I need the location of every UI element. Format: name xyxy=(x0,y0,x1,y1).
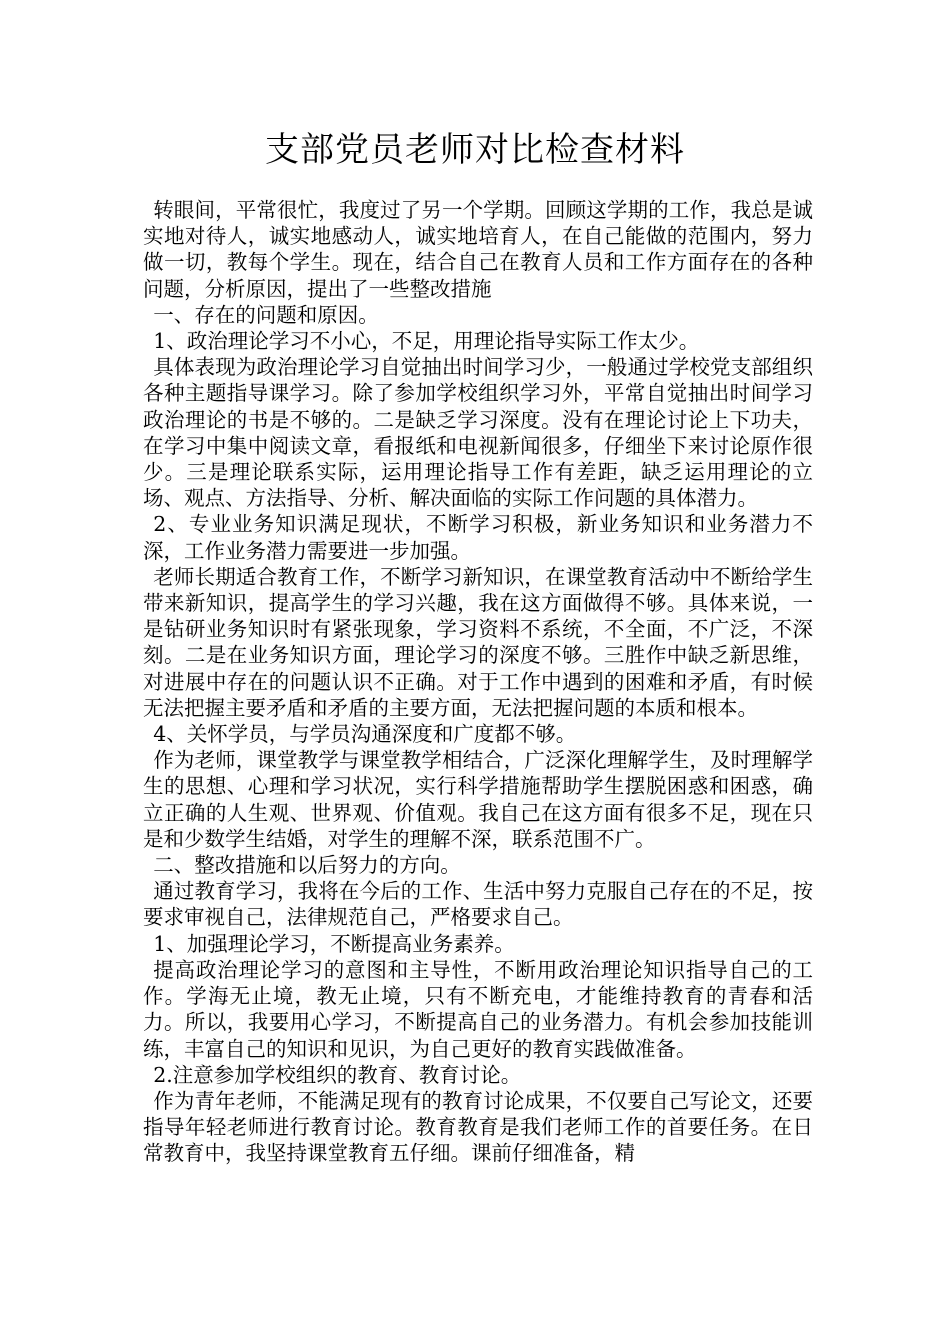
paragraph-teaching-research: 作为青年老师，不能满足现有的教育讨论成果，不仅要自己写论文，还要指导年轻老师进行教育讨论。教育教育是我们老师工作的首要任务。在日常教育中，我坚持课堂教育五仔细。课前仔细准备，精 xyxy=(143,1088,813,1166)
section-heading-measures: 二、整改措施和以后努力的方向。 xyxy=(153,853,461,878)
subheading-theory-study: 1、政治理论学习不小心，不足，用理论指导实际工作太少。 xyxy=(153,329,700,354)
section-heading-problems: 一、存在的问题和原因。 xyxy=(153,302,379,327)
subheading-teaching-research: 2.注意参加学校组织的教育、教育讨论。 xyxy=(153,1062,522,1087)
paragraph-theory-study: 具体表现为政治理论学习自觉抽出时间学习少，一般通过学校党支部组织各种主题指导课学习。除了参加学校组织学习外，平常自觉抽出时间学习政治理论的书是不够的。二是缺乏学习深度。没有在理论讨论上下功夫，在学习中集中阅读文章，看报纸和电视新闻很多，仔细坐下来讨论原作很少。三是理论联系实际，运用理论指导工作有差距，缺乏运用理论的立场、观点、方法指导、分析、解决面临的实际工作问题的具体潜力。 xyxy=(143,355,813,511)
paragraph-measures-intro: 通过教育学习，我将在今后的工作、生活中努力克服自己存在的不足，按要求审视自己，法律规范自己，严格要求自己。 xyxy=(143,879,813,930)
paragraph-intro: 转眼间，平常很忙，我度过了另一个学期。回顾这学期的工作，我总是诚实地对待人，诚实地感动人，诚实地培育人，在自己能做的范围内，努力做一切，教每个学生。现在，结合自己在教育人员和工作方面存在的各种问题，分析原因，提出了一些整改措施 xyxy=(143,198,813,301)
paragraph-professional-knowledge: 老师长期适合教育工作，不断学习新知识，在课堂教育活动中不断给学生带来新知识，提高学生的学习兴趣，我在这方面做得不够。具体来说，一是钻研业务知识时有紧张现象，学习资料不系统，不全面，不广泛，不深刻。二是在业务知识方面，理论学习的深度不够。三胜作中缺乏新思维，对进展中存在的问题认识不正确。对于工作中遇到的困难和矛盾，有时候无法把握主要矛盾和矛盾的主要方面，无法把握问题的本质和根本。 xyxy=(143,564,813,720)
subheading-professional-knowledge: 2、专业业务知识满足现状，不断学习积极，新业务知识和业务潜力不深，工作业务潜力需要进一步加强。 xyxy=(143,512,813,563)
paragraph-care-for-students: 作为老师，课堂教学与课堂教学相结合，广泛深化理解学生，及时理解学生的思想、心理和学习状况，实行科学措施帮助学生摆脱困惑和困惑，确立正确的人生观、世界观、价值观。我自己在这方面有很多不足，现在只是和少数学生结婚，对学生的理解不深，联系范围不广。 xyxy=(143,748,813,851)
subheading-strengthen-theory: 1、加强理论学习，不断提高业务素养。 xyxy=(153,931,515,956)
document-title: 支部党员老师对比检查材料 xyxy=(265,130,685,170)
document-body xyxy=(143,197,813,1167)
paragraph-strengthen-theory: 提高政治理论学习的意图和主导性，不断用政治理论知识指导自己的工作。学海无止境，教无止境，只有不断充电，才能维持教育的青春和活力。所以，我要用心学习，不断提高自己的业务潜力。有机会参加技能训练，丰富自己的知识和见识，为自己更好的教育实践做准备。 xyxy=(143,957,813,1061)
subheading-care-for-students: 4、关怀学员，与学员沟通深度和广度都不够。 xyxy=(153,722,577,747)
